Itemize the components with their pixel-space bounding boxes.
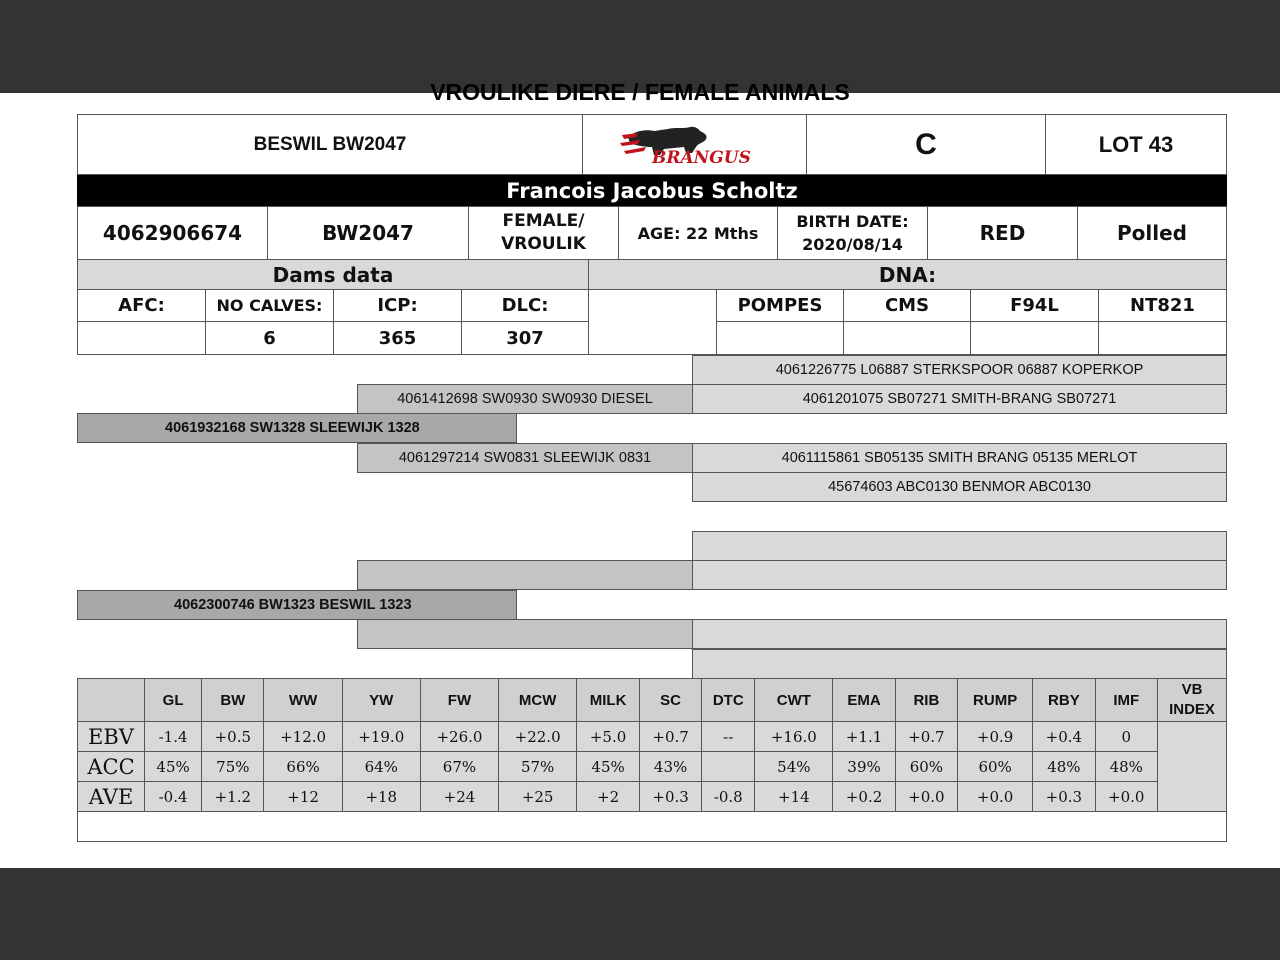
ebv-cell: +5.0 [577, 722, 640, 752]
ebv-cell: +0.9 [958, 722, 1033, 752]
ebv-col-rby: RBY [1033, 679, 1095, 722]
acc-cell: 60% [895, 752, 957, 782]
dams-value-dlc: 307 [461, 321, 589, 355]
ebv-cell: +0.7 [895, 722, 957, 752]
acc-cell: 48% [1033, 752, 1095, 782]
ave-cell: +0.3 [1033, 782, 1095, 812]
acc-cell: 57% [499, 752, 577, 782]
dna-header-nt821: NT821 [1098, 289, 1227, 322]
sex: FEMALE/ VROULIK [501, 211, 586, 254]
pedigree-sire-dam-sire: 4061115861 SB05135 SMITH BRANG 05135 MERLOT [692, 443, 1227, 473]
ebv-cell: +16.0 [755, 722, 833, 752]
acc-cell: 66% [264, 752, 342, 782]
bull-logo-icon [620, 123, 770, 167]
birth-date-cell [777, 206, 928, 260]
dna-header-pompes: POMPES [716, 289, 844, 322]
ebv-col-ema: EMA [833, 679, 895, 722]
age: AGE: 22 Mths [637, 223, 759, 243]
ebv-table [77, 678, 1227, 842]
ebv-col-milk: MILK [577, 679, 640, 722]
ebv-row-ave [78, 782, 1227, 812]
acc-cell: 75% [202, 752, 264, 782]
ebv-footer-row [78, 812, 1227, 842]
colour-cell [927, 206, 1078, 260]
ebv-col-fw: FW [420, 679, 498, 722]
dna-title: DNA: [588, 259, 1227, 290]
acc-cell [702, 752, 755, 782]
brangus-logo [582, 114, 807, 175]
pedigree-dam-sire-dam [692, 560, 1227, 590]
ebv-footer-cell [78, 812, 1227, 842]
ebv-col-rump: RUMP [958, 679, 1033, 722]
pedigree-dam: 4062300746 BW1323 BESWIL 1323 [77, 590, 517, 620]
pedigree-sire-sire: 4061412698 SW0930 SW0930 DIESEL [357, 384, 693, 414]
ave-cell: +12 [264, 782, 342, 812]
ebv-row-acc [78, 752, 1227, 782]
dna-value-nt821 [1098, 321, 1227, 355]
dams-header-afc: AFC: [77, 289, 206, 322]
ave-cell: +18 [342, 782, 420, 812]
section-heading: VROULIKE DIERE / FEMALE ANIMALS [430, 79, 850, 105]
animal-name [77, 114, 583, 175]
ave-cell: +24 [420, 782, 498, 812]
ebv-cell: +0.5 [202, 722, 264, 752]
ebv-cell: -- [702, 722, 755, 752]
pedigree-sire-dam-dam: 45674603 ABC0130 BENMOR ABC0130 [692, 472, 1227, 502]
dams-header-dlc: DLC: [461, 289, 589, 322]
lot-cell [1045, 114, 1227, 175]
lot-card-page [0, 79, 1280, 868]
pedigree-sire-sire-sire: 4061226775 L06887 STERKSPOOR 06887 KOPERKOP [692, 355, 1227, 385]
acc-cell: 60% [958, 752, 1033, 782]
acc-cell: 48% [1095, 752, 1157, 782]
ebv-col-cwt: CWT [755, 679, 833, 722]
ebv-row-ebv [78, 722, 1227, 752]
dna-header-cms: CMS [843, 289, 971, 322]
colour: RED [979, 221, 1026, 245]
dams-header-icp: ICP: [333, 289, 462, 322]
dna-blank-cell [588, 289, 717, 355]
ebv-col-imf: IMF [1095, 679, 1157, 722]
birth-date: 2020/08/14 [802, 235, 903, 254]
ebv-col-yw: YW [342, 679, 420, 722]
ebv-col-bw: BW [202, 679, 264, 722]
dna-header-f94l: F94L [970, 289, 1099, 322]
pedigree-sire-sire-dam: 4061201075 SB07271 SMITH-BRANG SB07271 [692, 384, 1227, 414]
acc-cell: 67% [420, 752, 498, 782]
dams-header-no-calves: NO CALVES: [205, 289, 334, 322]
ebv-cell: 0 [1095, 722, 1157, 752]
owner-name: Francois Jacobus Scholtz [506, 178, 798, 203]
dna-value-f94l [970, 321, 1099, 355]
ave-cell: +0.0 [958, 782, 1033, 812]
age-cell [618, 206, 778, 260]
grade: C [915, 127, 937, 161]
ebv-cell: +0.7 [639, 722, 701, 752]
dams-value-icp: 365 [333, 321, 462, 355]
dna-value-cms [843, 321, 971, 355]
id-number-cell [77, 206, 268, 260]
ebv-col-sc: SC [639, 679, 701, 722]
ebv-cell: +26.0 [420, 722, 498, 752]
ave-cell: -0.8 [702, 782, 755, 812]
vb-index-value [1158, 722, 1227, 812]
ave-cell: +14 [755, 782, 833, 812]
animal-name-text: BESWIL BW2047 [253, 133, 407, 155]
dams-value-no-calves: 6 [205, 321, 334, 355]
acc-cell: 39% [833, 752, 895, 782]
ave-cell: +0.3 [639, 782, 701, 812]
lot-number: LOT 43 [1098, 131, 1174, 157]
ave-cell: +25 [499, 782, 577, 812]
ebv-corner-cell [78, 679, 145, 722]
ebv-col-vb-index: VB INDEX [1158, 679, 1227, 722]
ave-cell: +0.2 [833, 782, 895, 812]
ebv-col-rib: RIB [895, 679, 957, 722]
pedigree-dam-sire-sire [692, 531, 1227, 561]
ebv-col-ww: WW [264, 679, 342, 722]
dna-value-pompes [716, 321, 844, 355]
acc-cell: 45% [145, 752, 202, 782]
ave-cell: +2 [577, 782, 640, 812]
svg-text:BRANGUS: BRANGUS [651, 147, 751, 168]
ave-cell: +0.0 [895, 782, 957, 812]
acc-cell: 54% [755, 752, 833, 782]
owner-banner [77, 175, 1227, 206]
pedigree-dam-sire [357, 560, 693, 590]
ebv-cell: +19.0 [342, 722, 420, 752]
row-label: EBV [78, 722, 145, 752]
row-label: ACC [78, 752, 145, 782]
ebv-col-dtc: DTC [702, 679, 755, 722]
id-number: 4062906674 [102, 221, 243, 245]
row-label: AVE [78, 782, 145, 812]
grade-cell [806, 114, 1046, 175]
tag-number: BW2047 [322, 221, 414, 245]
acc-cell: 43% [639, 752, 701, 782]
pedigree-sire: 4061932168 SW1328 SLEEWIJK 1328 [77, 413, 517, 443]
ave-cell: +0.0 [1095, 782, 1157, 812]
ebv-cell: +0.4 [1033, 722, 1095, 752]
ebv-header-row [78, 679, 1227, 722]
ebv-cell: +12.0 [264, 722, 342, 752]
ebv-cell: -1.4 [145, 722, 202, 752]
ave-cell: -0.4 [145, 782, 202, 812]
dams-data-title: Dams data [77, 259, 589, 290]
birth-date-label: BIRTH DATE: [796, 212, 909, 231]
ebv-col-gl: GL [145, 679, 202, 722]
tag-cell [267, 206, 469, 260]
acc-cell: 45% [577, 752, 640, 782]
pedigree-sire-dam: 4061297214 SW0831 SLEEWIJK 0831 [357, 443, 693, 473]
sex-cell [468, 206, 619, 260]
dams-value-afc [77, 321, 206, 355]
ebv-cell: +1.1 [833, 722, 895, 752]
ebv-cell: +22.0 [499, 722, 577, 752]
horn-status-cell [1077, 206, 1227, 260]
ave-cell: +1.2 [202, 782, 264, 812]
ebv-col-mcw: MCW [499, 679, 577, 722]
pedigree-dam-dam-sire [692, 619, 1227, 649]
horn-status: Polled [1117, 221, 1187, 245]
acc-cell: 64% [342, 752, 420, 782]
pedigree-dam-dam-dam [692, 649, 1227, 679]
pedigree-dam-dam [357, 619, 693, 649]
